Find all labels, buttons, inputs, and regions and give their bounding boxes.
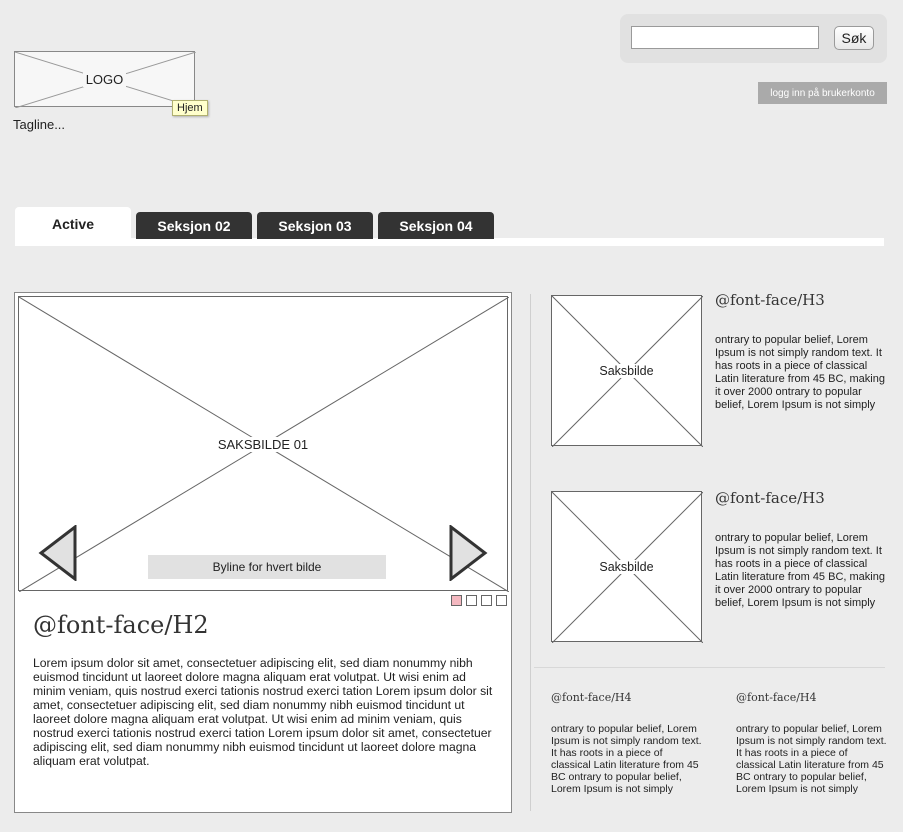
slide-indicator-1[interactable] — [451, 595, 462, 606]
side-article-image-label: Saksbilde — [599, 559, 654, 574]
logo-tooltip: Hjem — [172, 100, 208, 116]
image-byline: Byline for hvert bilde — [148, 555, 386, 579]
small-article-text: ontrary to popular belief, Lorem Ipsum is not simply random text. It has roots in a piece of classical Latin literature from 45 BC ontrary to popular belief, Lorem Ipsum is not simply — [551, 723, 702, 795]
section-divider — [534, 667, 885, 668]
tab-active[interactable]: Active — [15, 207, 131, 246]
search-input[interactable] — [631, 26, 819, 49]
small-article-heading: @font-face/H4 — [736, 691, 817, 704]
small-article-heading: @font-face/H4 — [551, 691, 632, 704]
tab-bar — [15, 238, 884, 246]
tab-seksjon-03[interactable]: Seksjon 03 — [257, 212, 373, 239]
slideshow-image — [18, 296, 508, 591]
tab-seksjon-04[interactable]: Seksjon 04 — [378, 212, 494, 239]
slide-indicator-2[interactable] — [466, 595, 477, 606]
slide-indicator-3[interactable] — [481, 595, 492, 606]
side-article-text: ontrary to popular belief, Lorem Ipsum is not simply random text. It has roots in a piece of classical Latin literature from 45 BC, making it over 2000 ontrary to popular belief, Lorem Ipsum is not simply — [715, 532, 885, 609]
search-button[interactable]: Søk — [834, 26, 874, 50]
next-arrow-icon[interactable] — [448, 525, 488, 581]
logo[interactable] — [14, 51, 195, 107]
side-article-image[interactable] — [551, 491, 702, 642]
slide-indicator-4[interactable] — [496, 595, 507, 606]
tab-seksjon-02[interactable]: Seksjon 02 — [136, 212, 252, 239]
side-article-heading: @font-face/H3 — [715, 291, 825, 309]
side-article-heading: @font-face/H3 — [715, 489, 825, 507]
main-body-text: Lorem ipsum dolor sit amet, consectetuer adipiscing elit, sed diam nonummy nibh euismod tincidunt ut laoreet dolore magna aliquam erat volutpat. Ut wisi enim ad minim veniam, quis nostrud exerci tationis nostrud exerci tation Lorem ipsum dolor sit amet, consectetuer adipiscing elit, sed diam nonummy nibh euismod tincidunt ut laoreet dolore magna aliquam erat volutpat. Ut wisi enim ad minim veniam, quis nostrud exerci tationis nostrud exerci tation Lorem ipsum dolor sit amet, consectetuer adipiscing elit, sed diam nonummy nibh euismod tincidunt ut laoreet dolore magna aliquam erat volutpat. — [33, 656, 493, 768]
column-divider — [530, 294, 531, 811]
prev-arrow-icon[interactable] — [38, 525, 78, 581]
small-article-text: ontrary to popular belief, Lorem Ipsum is not simply random text. It has roots in a piece of classical Latin literature from 45 BC ontrary to popular belief, Lorem Ipsum is not simply — [736, 723, 887, 795]
login-button[interactable]: logg inn på brukerkonto — [758, 82, 887, 104]
logo-text: LOGO — [83, 72, 127, 87]
side-article-image-label: Saksbilde — [599, 363, 654, 378]
side-article-text: ontrary to popular belief, Lorem Ipsum is not simply random text. It has roots in a piece of classical Latin literature from 45 BC, making it over 2000 ontrary to popular belief, Lorem Ipsum is not simply — [715, 334, 885, 411]
tagline: Tagline... — [13, 117, 66, 132]
main-heading: @font-face/H2 — [33, 611, 209, 639]
side-article-image[interactable] — [551, 295, 702, 446]
slide-label: SAKSBILDE 01 — [214, 437, 312, 452]
